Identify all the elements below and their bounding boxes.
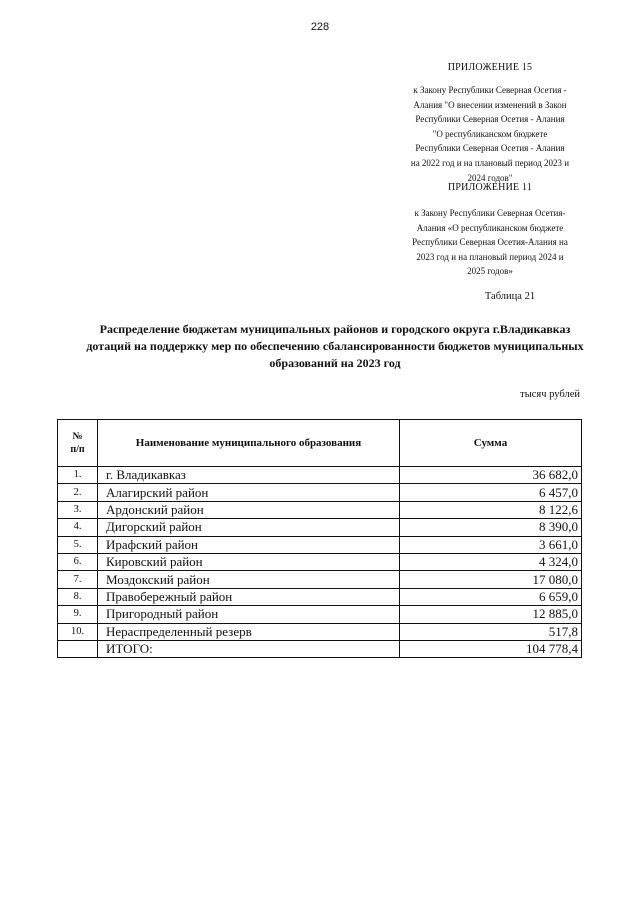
table-row <box>58 536 582 553</box>
document-title-line: Распределение бюджетам муниципальных районов и городского округа г.Владикавказ <box>99 322 571 336</box>
appendix-11-line: 2023 год и на плановый период 2024 и <box>416 251 564 262</box>
row-number: 10. <box>58 623 98 640</box>
table-row <box>58 571 582 588</box>
row-sum: 4 324,0 <box>400 553 582 570</box>
row-name: Правобережный район <box>98 588 400 605</box>
appendix-11-line: Республики Северная Осетия-Алания на <box>412 237 568 248</box>
row-name: Ирафский район <box>98 536 400 553</box>
table-row <box>58 588 582 605</box>
row-number: 9. <box>58 606 98 623</box>
table-row <box>58 519 582 536</box>
row-name: г. Владикавказ <box>98 467 400 484</box>
table-label: Таблица 21 <box>484 291 536 302</box>
appendix-15-text <box>390 83 590 185</box>
table-row <box>58 501 582 518</box>
appendix-15-title: ПРИЛОЖЕНИЕ 15 <box>447 62 533 73</box>
appendix-11-line: Алания «О республиканском бюджете <box>416 222 564 233</box>
row-number: 1. <box>58 467 98 484</box>
appendix-11-line: 2025 годов» <box>467 266 513 277</box>
table-row <box>58 484 582 501</box>
document-title-line: образований на 2023 год <box>269 356 401 370</box>
row-number: 5. <box>58 536 98 553</box>
total-sum: 104 778,4 <box>400 640 582 657</box>
total-label: ИТОГО: <box>98 640 400 657</box>
appendix-15-line: Алания "О внесении изменений в Закон <box>413 99 567 110</box>
header-name: Наименование муниципального образования <box>98 420 400 467</box>
page-number: 228 <box>310 21 330 33</box>
table-row <box>58 606 582 623</box>
row-name: Кировский район <box>98 553 400 570</box>
appendix-15-line: к Закону Республики Северная Осетия - <box>413 85 567 95</box>
row-sum: 6 659,0 <box>400 588 582 605</box>
appendix-15-line: на 2022 год и на плановый период 2023 и <box>410 157 570 168</box>
table-row <box>58 623 582 640</box>
table-total-row <box>58 640 582 657</box>
row-number: 4. <box>58 519 98 536</box>
row-name: Моздокский район <box>98 571 400 588</box>
row-name: Ардонский район <box>98 501 400 518</box>
row-number: 6. <box>58 553 98 570</box>
row-number: 8. <box>58 588 98 605</box>
appendix-11-text <box>390 206 590 279</box>
table-row <box>58 467 582 484</box>
units-label: тысяч рублей <box>520 389 580 400</box>
row-sum: 17 080,0 <box>400 571 582 588</box>
row-sum: 36 682,0 <box>400 467 582 484</box>
header-sum: Сумма <box>400 420 582 467</box>
document-title <box>80 321 590 372</box>
row-sum: 3 661,0 <box>400 536 582 553</box>
header-number-abbr: п/п <box>70 444 85 455</box>
appendix-11-title: ПРИЛОЖЕНИЕ 11 <box>447 182 533 193</box>
appendix-15-line: "О республиканском бюджете <box>432 128 548 139</box>
row-sum: 8 390,0 <box>400 519 582 536</box>
row-name: Нераспределенный резерв <box>98 623 400 640</box>
header-number-symbol: № <box>72 431 83 442</box>
row-name: Пригородный район <box>98 606 400 623</box>
row-sum: 12 885,0 <box>400 606 582 623</box>
header-number <box>58 420 98 467</box>
total-number <box>58 640 98 657</box>
appendix-15-line: Республики Северная Осетия - Алания <box>415 143 565 154</box>
row-name: Алагирский район <box>98 484 400 501</box>
row-sum: 8 122,6 <box>400 501 582 518</box>
row-number: 7. <box>58 571 98 588</box>
table-row <box>58 553 582 570</box>
table-header-row <box>58 420 582 467</box>
row-number: 3. <box>58 501 98 518</box>
row-sum: 6 457,0 <box>400 484 582 501</box>
document-title-line: дотаций на поддержку мер по обеспечению сбалансированности бюджетов муниципальных <box>86 339 584 353</box>
row-number: 2. <box>58 484 98 501</box>
budget-table <box>57 419 582 658</box>
row-name: Дигорский район <box>98 519 400 536</box>
appendix-15-line: 2024 годов" <box>467 172 513 183</box>
row-sum: 517,8 <box>400 623 582 640</box>
appendix-11-line: к Закону Республики Северная Осетия- <box>414 208 566 218</box>
appendix-15-line: Республики Северная Осетия - Алания <box>415 114 565 125</box>
